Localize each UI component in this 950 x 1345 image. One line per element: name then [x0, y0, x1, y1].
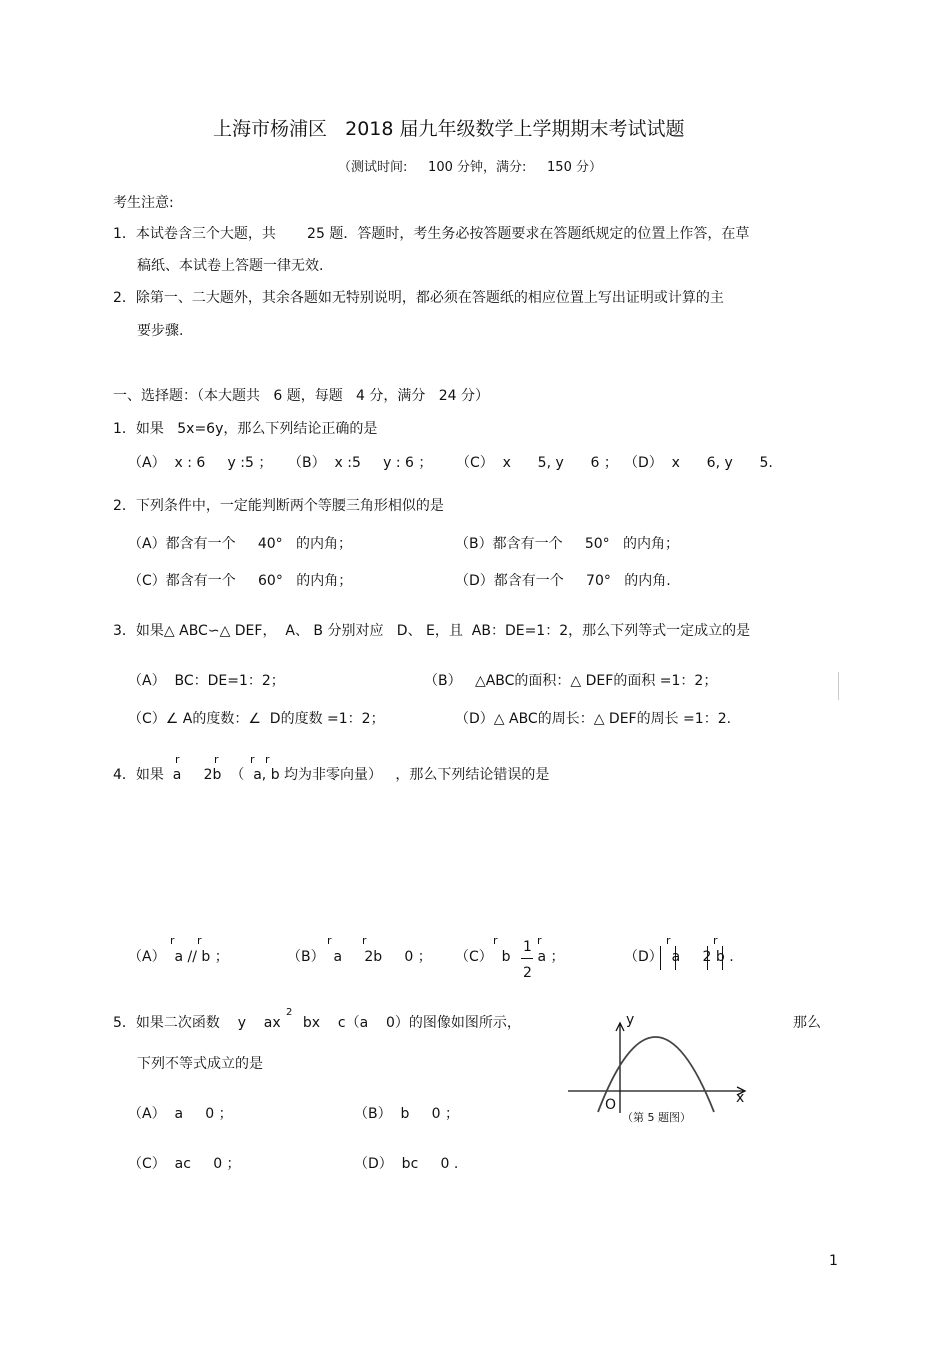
q3-option-d: （D）△ ABC的周长：△ DEF的周长 =1：2. [455, 711, 732, 727]
vector-mark: r [170, 934, 175, 947]
vector-mark: r [666, 934, 671, 947]
q2-option-d: （D）都含有一个 70° 的内角. [455, 573, 671, 589]
q4-option-c-tail: a ； [533, 949, 565, 965]
q5-option-c: （C） ac 0 ； [128, 1156, 241, 1172]
superscript-2: 2 [286, 1007, 293, 1018]
q5-option-b: （B） b 0 ； [354, 1106, 459, 1122]
exam-info: （测试时间: 100 分钟，满分: 150 分） [338, 160, 602, 175]
x-axis-label: x [736, 1090, 745, 1106]
fraction-bar [521, 958, 533, 959]
question-5-tail: 那么 [793, 1015, 821, 1031]
page-number: 1 [829, 1253, 838, 1269]
q2-option-a: （A）都含有一个 40° 的内角； [128, 536, 352, 552]
q1-option-c: （C） x 5, y 6 ； [456, 455, 618, 471]
q2-option-c: （C）都含有一个 60° 的内角； [128, 573, 353, 589]
note-2-cont: 要步骤. [137, 323, 184, 339]
page-title: 上海市杨浦区 2018 届九年级数学上学期期末考试试题 [213, 118, 685, 140]
y-axis-label: y [626, 1012, 635, 1028]
q5-option-d: （D） bc 0 . [354, 1156, 459, 1172]
question-5-cont: 下列不等式成立的是 [137, 1056, 263, 1072]
notes-heading: 考生注意: [113, 195, 174, 211]
q3-option-a: （A） BC：DE=1：2； [128, 673, 285, 689]
q4-option-d: （D） a 2 b . [624, 949, 734, 965]
fraction-numerator: 1 [523, 939, 532, 955]
q1-option-a: （A） x : 6 y :5 ； [128, 455, 273, 471]
vector-mark: r [265, 753, 270, 766]
vector-mark: r [362, 934, 367, 947]
origin-label: O [605, 1097, 617, 1113]
vector-mark: r [175, 753, 180, 766]
vector-mark: r [713, 934, 718, 947]
vector-mark: r [214, 753, 219, 766]
q4-option-c: （C） b [455, 949, 511, 965]
fraction-denominator: 2 [523, 965, 532, 981]
question-1: 1．如果 5x=6y，那么下列结论正确的是 [113, 421, 378, 437]
question-3: 3．如果△ ABC∽△ DEF， A、 B 分别对应 D、 E，且 AB：DE=1：2，那么下列等式一定成立的是 [113, 623, 751, 639]
vector-mark: r [250, 753, 255, 766]
q3-option-b: （B） △ABC的面积：△ DEF的面积 =1：2； [424, 673, 718, 689]
question-2: 2．下列条件中，一定能判断两个等腰三角形相似的是 [113, 498, 444, 514]
note-1: 1．本试卷含三个大题，共 25 题．答题时，考生务必按答题要求在答题纸规定的位置上作答，在草 [113, 226, 750, 242]
parabola-figure [560, 1005, 760, 1130]
vector-mark: r [493, 934, 498, 947]
q5-option-a: （A） a 0 ； [128, 1106, 233, 1122]
q1-option-d: （D） x 6, y 5. [624, 455, 773, 471]
note-1-cont: 稿纸、本试卷上答题一律无效. [137, 258, 324, 274]
q3-option-c: （C）∠ A的度数：∠ D的度数 =1：2； [128, 711, 385, 727]
q2-option-b: （B）都含有一个 50° 的内角； [455, 536, 680, 552]
q4-option-a: （A） a // b ； [128, 949, 229, 965]
figure-caption: （第 5 题图） [622, 1111, 691, 1124]
question-5: 5．如果二次函数 y ax bx c（a 0）的图像如图所示， [113, 1015, 521, 1031]
vector-mark: r [537, 934, 542, 947]
question-4: 4．如果 a 2b （ a, b 均为非零向量） ，那么下列结论错误的是 [113, 767, 550, 783]
note-2: 2．除第一、二大题外，其余各题如无特别说明，都必须在答题纸的相应位置上写出证明或计算的主 [113, 290, 724, 306]
q4-option-b: （B） a 2b 0 ； [287, 949, 432, 965]
section-heading: 一、选择题：（本大题共 6 题，每题 4 分，满分 24 分） [113, 388, 490, 404]
q1-option-b: （B） x :5 y : 6 ； [288, 455, 433, 471]
vector-mark: r [197, 934, 202, 947]
vector-mark: r [327, 934, 332, 947]
